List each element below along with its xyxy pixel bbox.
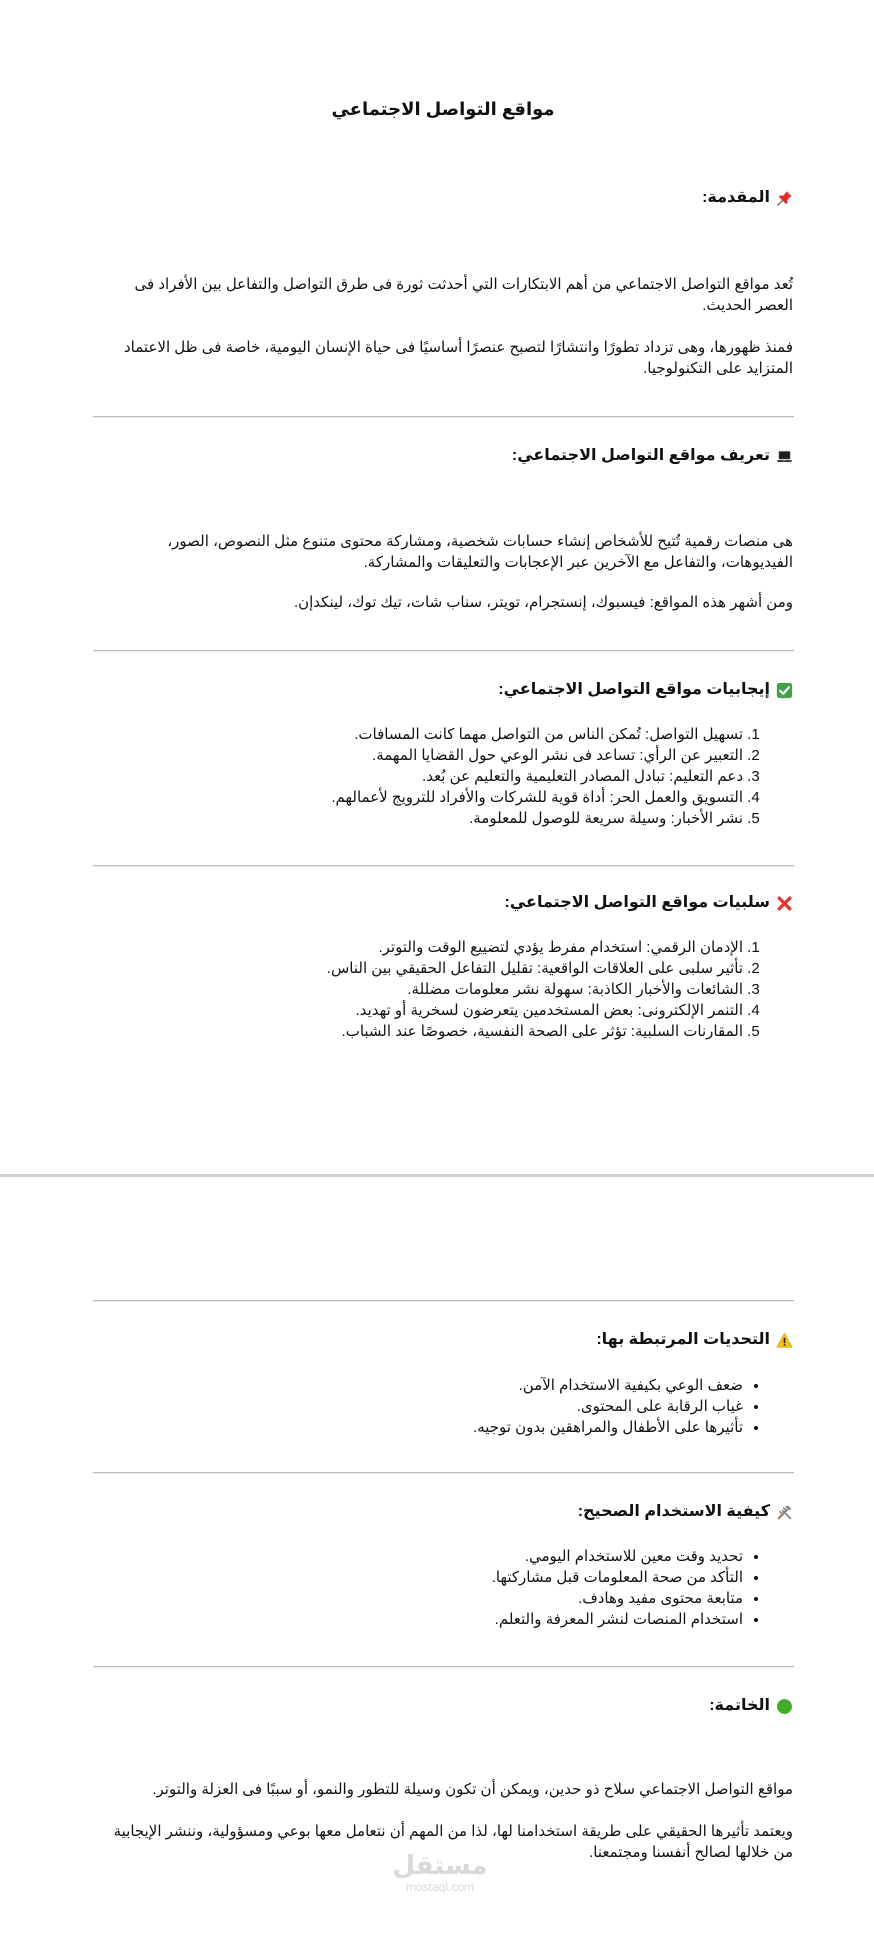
- list-item: 1. تسهيل التواصل: تُمكن الناس من التواصل مهما كانت المسافات.: [99, 724, 743, 745]
- paragraph: هى منصات رقمية تُتيح للأشخاص إنشاء حسابات شخصية، ومشاركة محتوى متنوع مثل النصوص، الصور، الفيديوهات، والتفاعل مع الآخرين عبر الإعجابات والتعليقات والمشاركة.: [167, 533, 793, 571]
- hammer-and-wrench-icon: [776, 1504, 793, 1521]
- section-heading: [99, 1330, 793, 1350]
- section-heading: [99, 446, 793, 466]
- section-heading-text: سلبيات مواقع التواصل الاجتماعي:: [504, 894, 770, 911]
- list-item: • ضعف الوعي بكيفية الاستخدام الآمن.: [99, 1375, 743, 1396]
- section-introduction: [99, 188, 793, 379]
- section-disadvantages: [99, 893, 793, 1042]
- list-item: 5. المقارنات السلبية: تؤثر على الصحة النفسية، خصوصًا عند الشباب.: [99, 1021, 743, 1042]
- section-heading-text: تعريف مواقع التواصل الاجتماعي:: [511, 447, 770, 464]
- cross-mark-icon: [776, 895, 793, 912]
- section-heading: [99, 680, 793, 700]
- challenges-list: [99, 1375, 793, 1438]
- divider: [93, 1666, 794, 1668]
- divider: [93, 650, 794, 652]
- section-heading: [99, 188, 793, 208]
- advantages-list: [99, 724, 793, 829]
- list-item: • تحديد وقت معين للاستخدام اليومي.: [99, 1546, 743, 1567]
- list-item: 3. دعم التعليم: تبادل المصادر التعليمية والتعليم عن بُعد.: [99, 766, 743, 787]
- list-item: • التأكد من صحة المعلومات قبل مشاركتها.: [99, 1567, 743, 1588]
- green-circle-icon: [776, 1698, 793, 1715]
- page-break: [0, 1174, 874, 1177]
- laptop-icon: [776, 448, 793, 465]
- paragraph: ويعتمد تأثيرها الحقيقي على طريقة استخدامنا لها، لذا من المهم أن نتعامل معها بوعي ومسؤولية، وننشر الإيجابية من خلالها لصالح أنفسنا ومجتمعنا.: [113, 1823, 793, 1861]
- disadvantages-list: [99, 937, 793, 1042]
- list-item: 5. نشر الأخبار: وسيلة سريعة للوصول للمعلومة.: [99, 808, 743, 829]
- divider: [93, 865, 794, 867]
- paragraph: ومن أشهر هذه المواقع: فيسبوك، إنستجرام، تويتر، سناب شات، تيك توك، لينكدإن.: [293, 594, 793, 611]
- section-heading-text: المقدمة:: [702, 189, 770, 206]
- section-heading: [99, 1696, 793, 1716]
- section-conclusion: [99, 1696, 793, 1863]
- list-item: • تأثيرها على الأطفال والمراهقين بدون توجيه.: [99, 1417, 743, 1438]
- section-heading-text: إيجابيات مواقع التواصل الاجتماعي:: [498, 681, 770, 698]
- section-advantages: [99, 680, 793, 829]
- check-mark-icon: [776, 682, 793, 699]
- watermark-brand: مستقل: [392, 1850, 488, 1880]
- list-item: 2. تأثير سلبى على العلاقات الواقعية: تقليل التفاعل الحقيقي بين الناس.: [99, 958, 743, 979]
- list-item: 1. الإدمان الرقمي: استخدام مفرط يؤدي لتضييع الوقت والتوتر.: [99, 937, 743, 958]
- list-item: • متابعة محتوى مفيد وهادف.: [99, 1588, 743, 1609]
- paragraph: تُعد مواقع التواصل الاجتماعي من أهم الابتكارات التي أحدثت ثورة فى طرق التواصل والتفاعل بين الأفراد فى العصر الحديث.: [134, 276, 793, 314]
- paragraph: فمنذ ظهورها، وهى تزداد تطورًا وانتشارًا لتصبح عنصرًا أساسيًا فى حياة الإنسان اليومية، خاصة فى ظل الاعتماد المتزايد على التكنولوجيا.: [124, 339, 793, 377]
- divider: [93, 1472, 794, 1474]
- section-definition: [99, 446, 793, 614]
- list-item: • استخدام المنصات لنشر المعرفة والتعلم.: [99, 1609, 743, 1630]
- list-item: • غياب الرقابة على المحتوى.: [99, 1396, 743, 1417]
- list-item: 4. التنمر الإلكترونى: بعض المستخدمين يتعرضون لسخرية أو تهديد.: [99, 1000, 743, 1021]
- section-heading: [99, 893, 793, 913]
- section-proper-usage: [99, 1502, 793, 1630]
- section-heading-text: التحديات المرتبطة بها:: [596, 1331, 770, 1348]
- section-heading: [99, 1502, 793, 1522]
- usage-list: [99, 1546, 793, 1630]
- divider: [93, 1300, 794, 1302]
- section-heading-text: كيفية الاستخدام الصحيح:: [577, 1503, 770, 1520]
- divider: [93, 416, 794, 418]
- list-item: 3. الشائعات والأخبار الكاذبة: سهولة نشر معلومات مضللة.: [99, 979, 743, 1000]
- warning-icon: [776, 1332, 793, 1349]
- list-item: 4. التسويق والعمل الحر: أداة قوية للشركات والأفراد للترويج لأعمالهم.: [99, 787, 743, 808]
- list-item: 2. التعبير عن الرأي: تساعد فى نشر الوعي حول القضايا المهمة.: [99, 745, 743, 766]
- watermark-domain: mostaql.com: [405, 1880, 475, 1894]
- section-challenges: [99, 1330, 793, 1438]
- section-heading-text: الخاتمة:: [709, 1697, 770, 1714]
- pushpin-icon: [776, 190, 793, 207]
- document-title: مواقع التواصل الاجتماعي: [331, 99, 555, 119]
- paragraph: مواقع التواصل الاجتماعي سلاح ذو حدين، ويمكن أن تكون وسيلة للتطور والنمو، أو سببًا فى العزلة والتوتر.: [152, 1781, 793, 1798]
